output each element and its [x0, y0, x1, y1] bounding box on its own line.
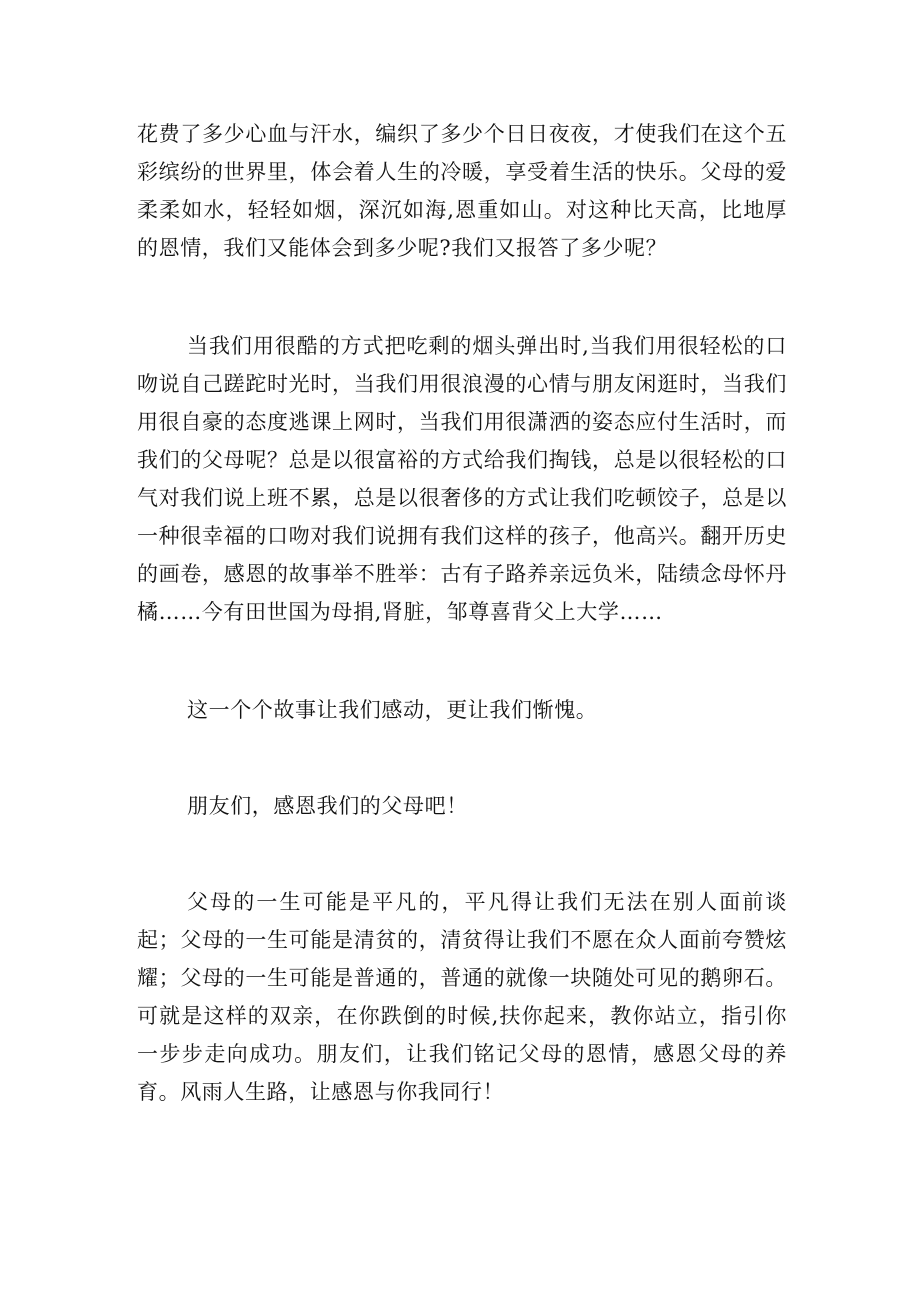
- paragraph-4: 朋友们，感恩我们的父母吧！: [187, 794, 468, 818]
- paragraph-2: 当我们用很酷的方式把吃剩的烟头弹出时,当我们用很轻松的口吻说自己蹉跎时光时，当我们用很浪漫的心情与朋友闲逛时，当我们用很自豪的态度逃课上网时，当我们用很潇洒的姿态应付生活时，而我们的父母呢？总是以很富裕的方式给我们掏钱，总是以很轻松的口气对我们说上班不累，总是以很奢侈的方式让我们吃顿饺子，总是以一种很幸福的口吻对我们说拥有我们这样的孩子，他高兴。翻开历史的画卷，感恩的故事举不胜举：古有子路养亲远负米，陆绩念母怀丹橘……今有田世国为母捐,肾脏，邹尊喜背父上大学……: [137, 334, 787, 624]
- paragraph-3: 这一个个故事让我们感动，更让我们惭愧。: [187, 698, 598, 722]
- document-page: [137, 115, 787, 1111]
- paragraph-5: 父母的一生可能是平凡的，平凡得让我们无法在别人面前谈起；父母的一生可能是清贫的，清贫得让我们不愿在众人面前夸赞炫耀；父母的一生可能是普通的，普通的就像一块随处可见的鹅卵石。可就是这样的双亲，在你跌倒的时候,扶你起来，教你站立，指引你一步步走向成功。朋友们，让我们铭记父母的恩情，感恩父母的养育。风雨人生路，让感恩与你我同行！: [137, 890, 787, 1104]
- paragraph-1: 花费了多少心血与汗水，编织了多少个日日夜夜，才使我们在这个五彩缤纷的世界里，体会着人生的冷暖，享受着生活的快乐。父母的爱柔柔如水，轻轻如烟，深沉如海,恩重如山。对这种比天高，比地厚的恩情，我们又能体会到多少呢?我们又报答了多少呢？: [137, 122, 787, 260]
